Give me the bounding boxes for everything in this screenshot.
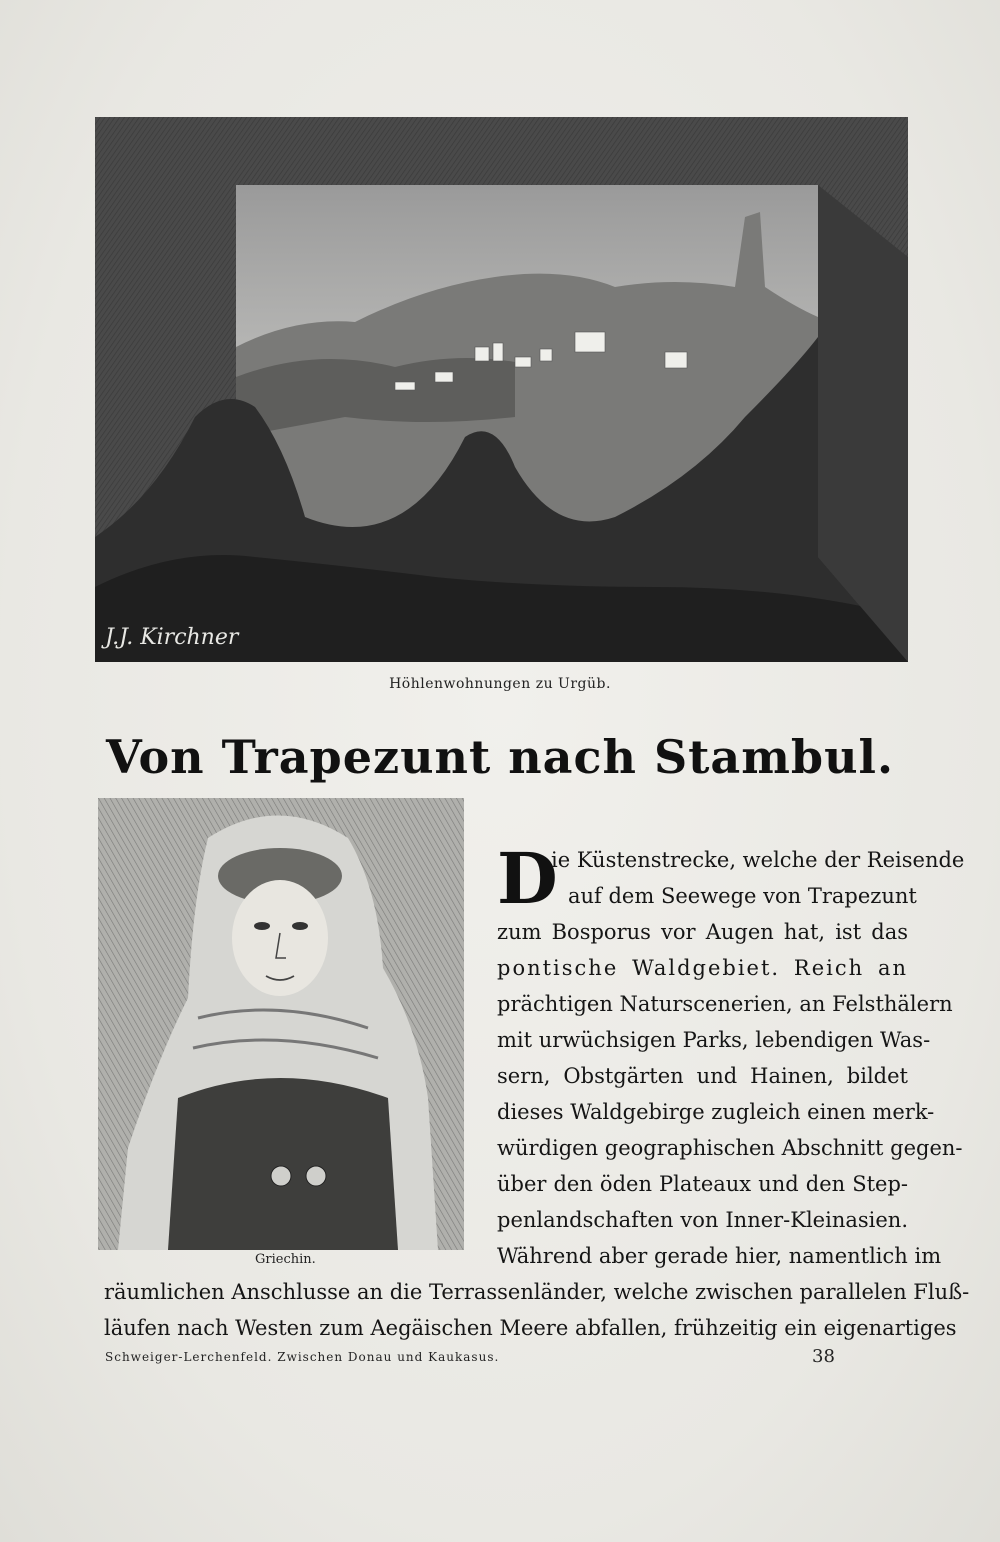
greek-woman-engraving xyxy=(98,798,464,1250)
body-line: räumlichen Anschlusse an die Terrassenländer, welche zwischen parallelen Fluß- xyxy=(104,1280,970,1304)
drop-cap: D xyxy=(497,837,558,920)
top-illustration-caption: Höhlenwohnungen zu Urgüb. xyxy=(389,676,611,692)
cave-dwellings-engraving xyxy=(95,117,908,662)
cave-dwellings-illustration xyxy=(95,117,908,662)
portrait-caption: Griechin. xyxy=(255,1252,316,1267)
chapter-title: Von Trapezunt nach Stambul. xyxy=(106,730,894,784)
body-line: auf dem Seewege von Trapezunt xyxy=(568,884,917,908)
portrait-illustration xyxy=(98,798,464,1250)
body-line: sern, Obstgärten und Hainen, bildet xyxy=(497,1064,908,1088)
body-line: würdigen geographischen Abschnitt gegen- xyxy=(497,1136,963,1160)
body-line: läufen nach Westen zum Aegäischen Meere abfallen, frühzeitig ein eigenartiges xyxy=(104,1316,957,1340)
page-number: 38 xyxy=(812,1346,835,1367)
illustration-signature: J.J. Kirchner xyxy=(105,625,239,650)
body-line: zum Bosporus vor Augen hat, ist das xyxy=(497,920,908,944)
body-line: Während aber gerade hier, namentlich im xyxy=(497,1244,942,1268)
body-line: mit urwüchsigen Parks, lebendigen Was- xyxy=(497,1028,931,1052)
body-line: dieses Waldgebirge zugleich einen merk- xyxy=(497,1100,935,1124)
running-head: Schweiger-Lerchenfeld. Zwischen Donau und Kaukasus. xyxy=(105,1350,500,1364)
body-line: penlandschaften von Inner-Kleinasien. xyxy=(497,1208,908,1232)
body-line: ie Küstenstrecke, welche der Reisende xyxy=(551,848,965,872)
body-line: über den öden Plateaux und den Step- xyxy=(497,1172,908,1196)
body-line: prächtigen Naturscenerien, an Felsthälern xyxy=(497,992,953,1016)
body-line: pontische Waldgebiet. Reich an xyxy=(497,956,908,980)
